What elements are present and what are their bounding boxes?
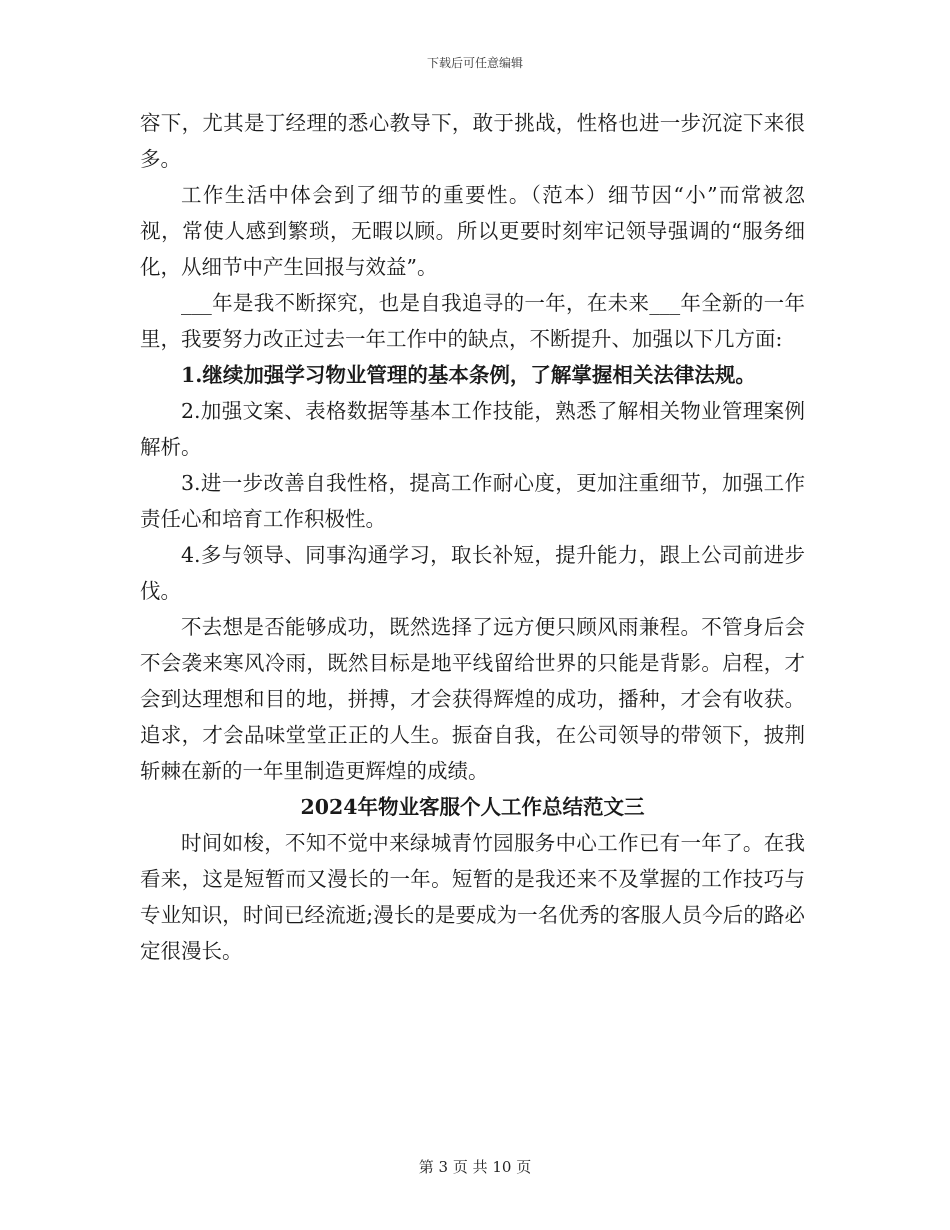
paragraph-year-plan: ___年是我不断探究，也是自我追寻的一年，在未来___年全新的一年里，我要努力改正过去一年工作中的缺点，不断提升、加强以下几方面: (140, 291, 805, 351)
page-header: 下载后可任意编辑 (426, 56, 523, 70)
section-paragraph: 时间如梭，不知不觉中来绿城青竹园服务中心工作已有一年了。在我看来，这是短暂而又漫长的一年。短暂的是我还来不及掌握的工作技巧与专业知识，时间已经流逝;漫长的是要成为一名优秀的客服人员今后的路必定很漫长。 (140, 831, 805, 963)
list-item-4: 4.多与领导、同事沟通学习，取长补短，提升能力，跟上公司前进步伐。 (140, 543, 805, 603)
list-item-2: 2.加强文案、表格数据等基本工作技能，熟悉了解相关物业管理案例解析。 (140, 399, 805, 459)
section-title: 2024年物业客服个人工作总结范文三 (300, 795, 645, 819)
paragraph-details: 工作生活中体会到了细节的重要性。（范本）细节因“小”而常被忽视，常使人感到繁琐，无暇以顾。所以更要时刻牢记领导强调的“服务细化，从细节中产生回报与效益”。 (140, 183, 805, 279)
list-item-1: 1.继续加强学习物业管理的基本条例，了解掌握相关法律法规。 (181, 363, 756, 387)
paragraph-continued: 容下，尤其是丁经理的悉心教导下，敢于挑战，性格也进一步沉淀下来很多。 (140, 111, 805, 171)
document-body (140, 105, 805, 969)
page-footer: 第 3 页 共 10 页 (418, 1158, 532, 1176)
list-item-3: 3.进一步改善自我性格，提高工作耐心度，更加注重细节，加强工作责任心和培育工作积极性。 (140, 471, 805, 531)
paragraph-closing: 不去想是否能够成功，既然选择了远方便只顾风雨兼程。不管身后会不会袭来寒风冷雨，既然目标是地平线留给世界的只能是背影。启程，才会到达理想和目的地，拼搏，才会获得辉煌的成功，播种，才会有收获。追求，才会品味堂堂正正的人生。振奋自我，在公司领导的带领下，披荆斩棘在新的一年里制造更辉煌的成绩。 (140, 615, 805, 783)
